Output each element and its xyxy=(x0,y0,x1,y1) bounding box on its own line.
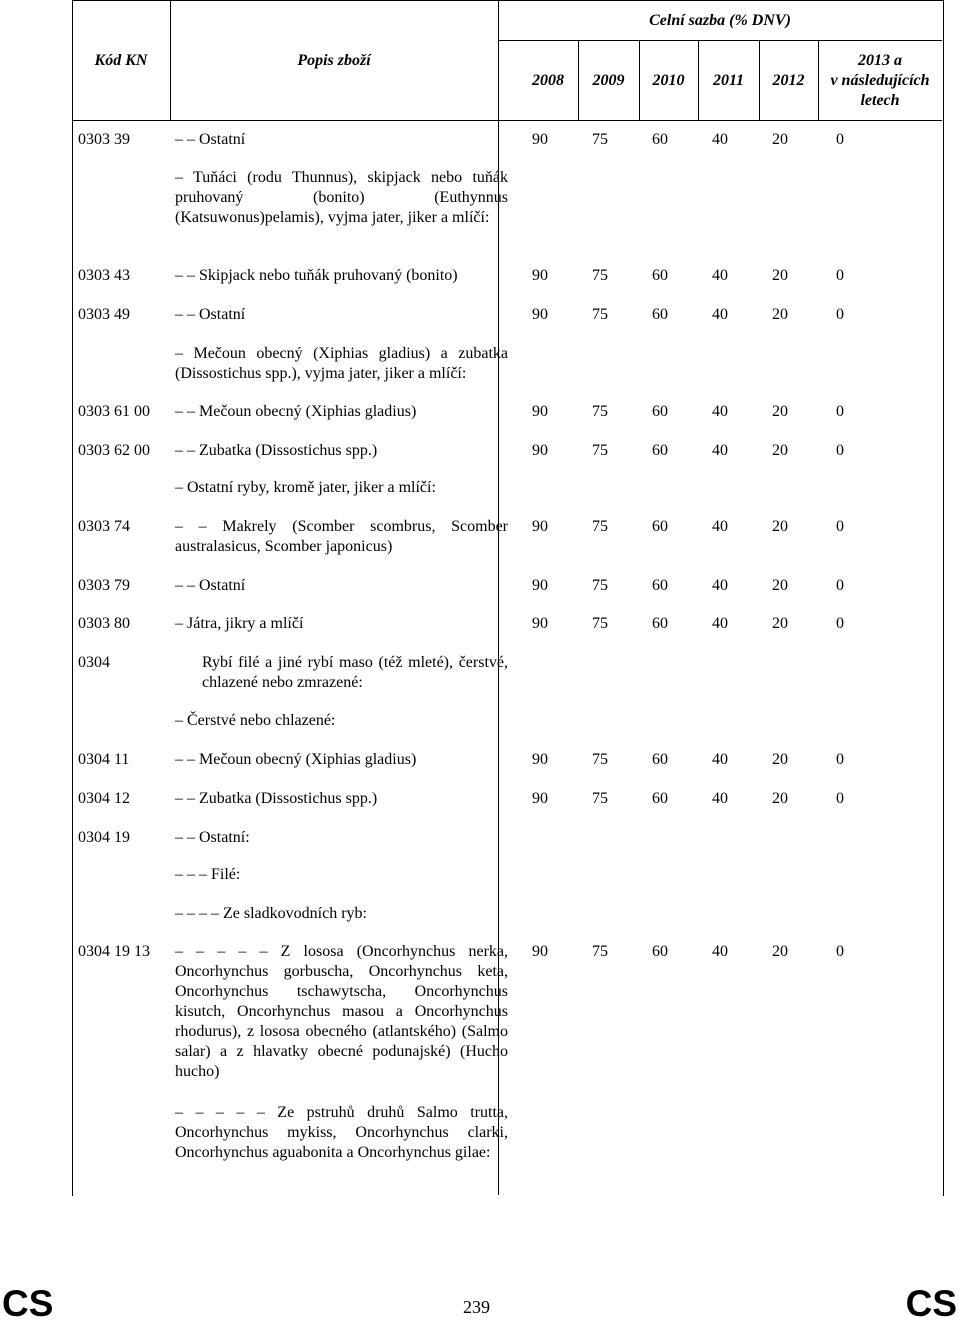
duty-rate: 40 xyxy=(712,577,728,594)
duty-rate: 40 xyxy=(712,518,728,535)
goods-description: – – – – – Ze pstruhů druhů Salmo trutta, Oncorhynchus mykiss, Oncorhynchus clarki, Oncorhynchus aguabonita a Oncorhynchus gilae: xyxy=(175,1104,508,1161)
duty-rate: 20 xyxy=(772,403,788,420)
duty-rate: 40 xyxy=(712,306,728,323)
duty-rate: 20 xyxy=(772,442,788,459)
duty-rate: 20 xyxy=(772,577,788,594)
goods-description: – Čerstvé nebo chlazené: xyxy=(175,712,336,729)
duty-rate: 0 xyxy=(836,943,844,960)
header-year: 2010 xyxy=(652,72,685,89)
duty-rate: 90 xyxy=(532,306,548,323)
duty-rate: 0 xyxy=(836,442,844,459)
header-divider xyxy=(72,120,942,121)
duty-rate: 75 xyxy=(592,442,608,459)
goods-description: – – Zubatka (Dissostichus spp.) xyxy=(175,790,378,807)
duty-rate: 90 xyxy=(532,790,548,807)
tariff-code: 0303 39 xyxy=(78,131,130,148)
duty-rate: 0 xyxy=(836,306,844,323)
rate-group-divider xyxy=(498,40,942,41)
duty-rate: 40 xyxy=(712,943,728,960)
duty-rate: 60 xyxy=(652,306,668,323)
duty-rate: 40 xyxy=(712,615,728,632)
header-code: Kód KN xyxy=(94,52,148,69)
duty-rate: 75 xyxy=(592,751,608,768)
duty-rate: 90 xyxy=(532,615,548,632)
header-year: 2012 xyxy=(772,72,805,89)
duty-rate: 60 xyxy=(652,131,668,148)
duty-rate: 60 xyxy=(652,518,668,535)
duty-rate: 75 xyxy=(592,577,608,594)
duty-rate: 60 xyxy=(652,442,668,459)
goods-description: – Játra, jikry a mlíčí xyxy=(175,615,304,632)
header-year-last-line1: 2013 a xyxy=(858,52,902,69)
duty-rate: 40 xyxy=(712,267,728,284)
duty-rate: 90 xyxy=(532,751,548,768)
duty-rate: 40 xyxy=(712,442,728,459)
tariff-code: 0304 19 13 xyxy=(78,943,150,960)
duty-rate: 75 xyxy=(592,943,608,960)
tariff-code: 0303 62 00 xyxy=(78,442,150,459)
duty-rate: 60 xyxy=(652,943,668,960)
duty-rate: 0 xyxy=(836,131,844,148)
duty-rate: 0 xyxy=(836,615,844,632)
duty-rate: 90 xyxy=(532,577,548,594)
tariff-code: 0303 80 xyxy=(78,615,130,632)
duty-rate: 60 xyxy=(652,751,668,768)
tariff-code: 0303 79 xyxy=(78,577,130,594)
duty-rate: 40 xyxy=(712,403,728,420)
duty-rate: 20 xyxy=(772,615,788,632)
goods-description: – – – – – Z lososa (Oncorhynchus nerka, Oncorhynchus gorbuscha, Oncorhynchus keta, Oncorhynchus tschawytscha, Oncorhynchus kisutch, Oncorhynchus masou a Oncorhynchus rhodurus), z lososa obecného (atlantského) (Salmo salar) a z hlavatky obecné podunajské) (Hucho hucho) xyxy=(175,943,508,1080)
tariff-code: 0303 43 xyxy=(78,267,130,284)
header-year-last xyxy=(818,51,942,111)
duty-rate: 60 xyxy=(652,790,668,807)
goods-description: – – Zubatka (Dissostichus spp.) xyxy=(175,442,378,459)
duty-rate: 20 xyxy=(772,131,788,148)
duty-rate: 60 xyxy=(652,403,668,420)
header-year-last-line3: letech xyxy=(860,92,900,109)
header-description: Popis zboží xyxy=(297,52,371,69)
duty-rate: 20 xyxy=(772,306,788,323)
tariff-code: 0303 74 xyxy=(78,518,130,535)
tariff-code: 0304 11 xyxy=(78,751,130,768)
goods-description: – – Ostatní xyxy=(175,131,246,148)
duty-rate: 20 xyxy=(772,751,788,768)
tariff-code: 0304 12 xyxy=(78,790,130,807)
duty-rate: 75 xyxy=(592,790,608,807)
duty-rate: 90 xyxy=(532,518,548,535)
duty-rate: 75 xyxy=(592,403,608,420)
duty-rate: 0 xyxy=(836,751,844,768)
duty-rate: 90 xyxy=(532,267,548,284)
duty-rate: 0 xyxy=(836,577,844,594)
goods-description: Rybí filé a jiné rybí maso (též mleté), čerstvé, chlazené nebo zmrazené: xyxy=(202,654,508,691)
goods-description: – – Skipjack nebo tuňák pruhovaný (bonito) xyxy=(175,267,458,284)
duty-rate: 20 xyxy=(772,267,788,284)
duty-rate: 90 xyxy=(532,403,548,420)
duty-rate: 20 xyxy=(772,790,788,807)
duty-rate: 40 xyxy=(712,790,728,807)
goods-description: – – Mečoun obecný (Xiphias gladius) xyxy=(175,403,417,420)
duty-rate: 90 xyxy=(532,442,548,459)
page-number: 239 xyxy=(463,1297,490,1317)
duty-rate: 90 xyxy=(532,131,548,148)
goods-description: – – Ostatní: xyxy=(175,829,250,846)
goods-description: – Tuňáci (rodu Thunnus), skipjack nebo tuňák pruhovaný (bonito) (Euthynnus (Katsuwonus)pelamis), vyjma jater, jiker a mlíčí: xyxy=(175,169,508,226)
duty-rate: 40 xyxy=(712,751,728,768)
duty-rate: 60 xyxy=(652,267,668,284)
tariff-code: 0303 49 xyxy=(78,306,130,323)
duty-rate: 60 xyxy=(652,577,668,594)
duty-rate: 75 xyxy=(592,306,608,323)
language-label-left: CS xyxy=(2,1283,54,1324)
duty-rate: 20 xyxy=(772,518,788,535)
duty-rate: 0 xyxy=(836,267,844,284)
duty-rate: 0 xyxy=(836,790,844,807)
duty-rate: 90 xyxy=(532,943,548,960)
header-year: 2009 xyxy=(592,72,625,89)
goods-description: – – – – Ze sladkovodních ryb: xyxy=(175,905,367,922)
duty-rate: 0 xyxy=(836,518,844,535)
duty-rate: 0 xyxy=(836,403,844,420)
duty-rate: 40 xyxy=(712,131,728,148)
duty-rate: 60 xyxy=(652,615,668,632)
goods-description: – Ostatní ryby, kromě jater, jiker a mlíčí: xyxy=(175,479,436,496)
duty-rate: 75 xyxy=(592,615,608,632)
duty-rate: 20 xyxy=(772,943,788,960)
goods-description: – – Mečoun obecný (Xiphias gladius) xyxy=(175,751,417,768)
goods-description: – – – Filé: xyxy=(175,866,241,883)
goods-description: – – Ostatní xyxy=(175,306,246,323)
header-rate-group: Celní sazba (% DNV) xyxy=(649,12,791,29)
tariff-code: 0303 61 00 xyxy=(78,403,150,420)
duty-rate: 75 xyxy=(592,267,608,284)
language-label-right: CS xyxy=(905,1283,957,1324)
duty-rate: 75 xyxy=(592,131,608,148)
header-year-last-line2: v následujících xyxy=(830,72,930,89)
header-year: 2011 xyxy=(712,72,745,89)
goods-description: – – Makrely (Scomber scombrus, Scomber australasicus, Scomber japonicus) xyxy=(175,518,508,555)
tariff-code: 0304 xyxy=(78,654,110,671)
goods-description: – Mečoun obecný (Xiphias gladius) a zubatka (Dissostichus spp.), vyjma jater, jiker a mlíčí: xyxy=(175,345,508,382)
duty-rate: 75 xyxy=(592,518,608,535)
header-year: 2008 xyxy=(532,72,564,89)
tariff-code: 0304 19 xyxy=(78,829,130,846)
goods-description: – – Ostatní xyxy=(175,577,246,594)
